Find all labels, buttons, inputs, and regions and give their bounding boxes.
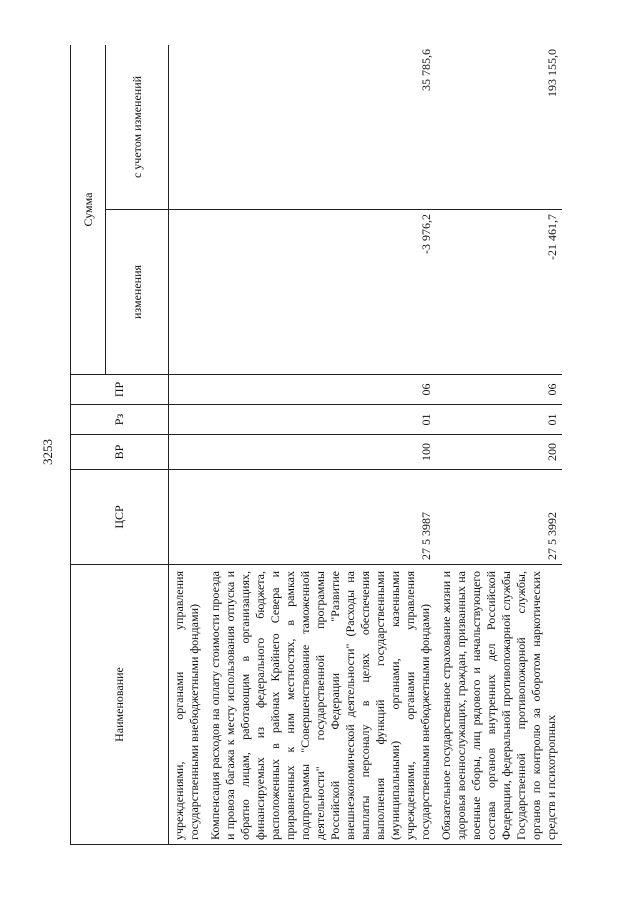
row-change (169, 210, 206, 375)
row-vr (169, 435, 206, 470)
header-vr: ВР (71, 435, 169, 470)
header-name: Наименование (71, 565, 169, 845)
table-row (436, 45, 562, 845)
row-csr (169, 470, 206, 565)
budget-table-sheet (70, 45, 605, 845)
header-pr: ПР (71, 375, 169, 405)
row-vr: 100 (205, 435, 436, 470)
row-change: -3 976,2 (205, 210, 436, 375)
table-row (169, 45, 206, 845)
row-pr: 06 (205, 375, 436, 405)
row-vr: 200 (436, 435, 562, 470)
header-rz: Рз (71, 405, 169, 435)
row-rz: 01 (205, 405, 436, 435)
row-name: учреждениями, органами управления государственными внебюджетными фондами) (169, 565, 206, 845)
row-total (169, 45, 206, 210)
row-csr: 27 5 3992 (436, 470, 562, 565)
row-csr: 27 5 3987 (205, 470, 436, 565)
row-total: 193 155,0 (436, 45, 562, 210)
row-name: Компенсация расходов на оплату стоимости проезда и провоза багажа к месту использования отпуска и обратно лицам, работающим в организациях, финансируемых из федерального бюджета, расположенных в районах Крайнего Севера и приравненных к ним местностях, в рамках подпрограммы "Совершенствование таможенной деятельности" государственной программы Российской Федерации "Развитие внешнеэкономической деятельности" (Расходы на выплаты персоналу в целях обеспечения выполнения функций государственными (муниципальными) органами, казенными учреждениями, органами управления государственными внебюджетными фондами) (205, 565, 436, 845)
row-total: 35 785,6 (205, 45, 436, 210)
header-csr: ЦСР (71, 470, 169, 565)
table-row (205, 45, 436, 845)
row-pr (169, 375, 206, 405)
row-rz: 01 (436, 405, 562, 435)
row-name: Обязательное государственное страхование жизни и здоровья военнослужащих, граждан, призванных на военные сборы, лиц рядового и начальствующего состава органов внутренних дел Российской Федерации, федеральной противопожарной службы Государственной противопожарной службы, органов по контролю за оборотом наркотических средств и психотропных (436, 565, 562, 845)
row-rz (169, 405, 206, 435)
row-change: -21 461,7 (436, 210, 562, 375)
row-pr: 06 (436, 375, 562, 405)
header-sum: Сумма (71, 45, 106, 375)
budget-table (70, 45, 562, 845)
header-with-changes: с учетом изменений (106, 45, 169, 210)
page-number: 3253 (40, 439, 55, 465)
header-changes: изменения (106, 210, 169, 375)
